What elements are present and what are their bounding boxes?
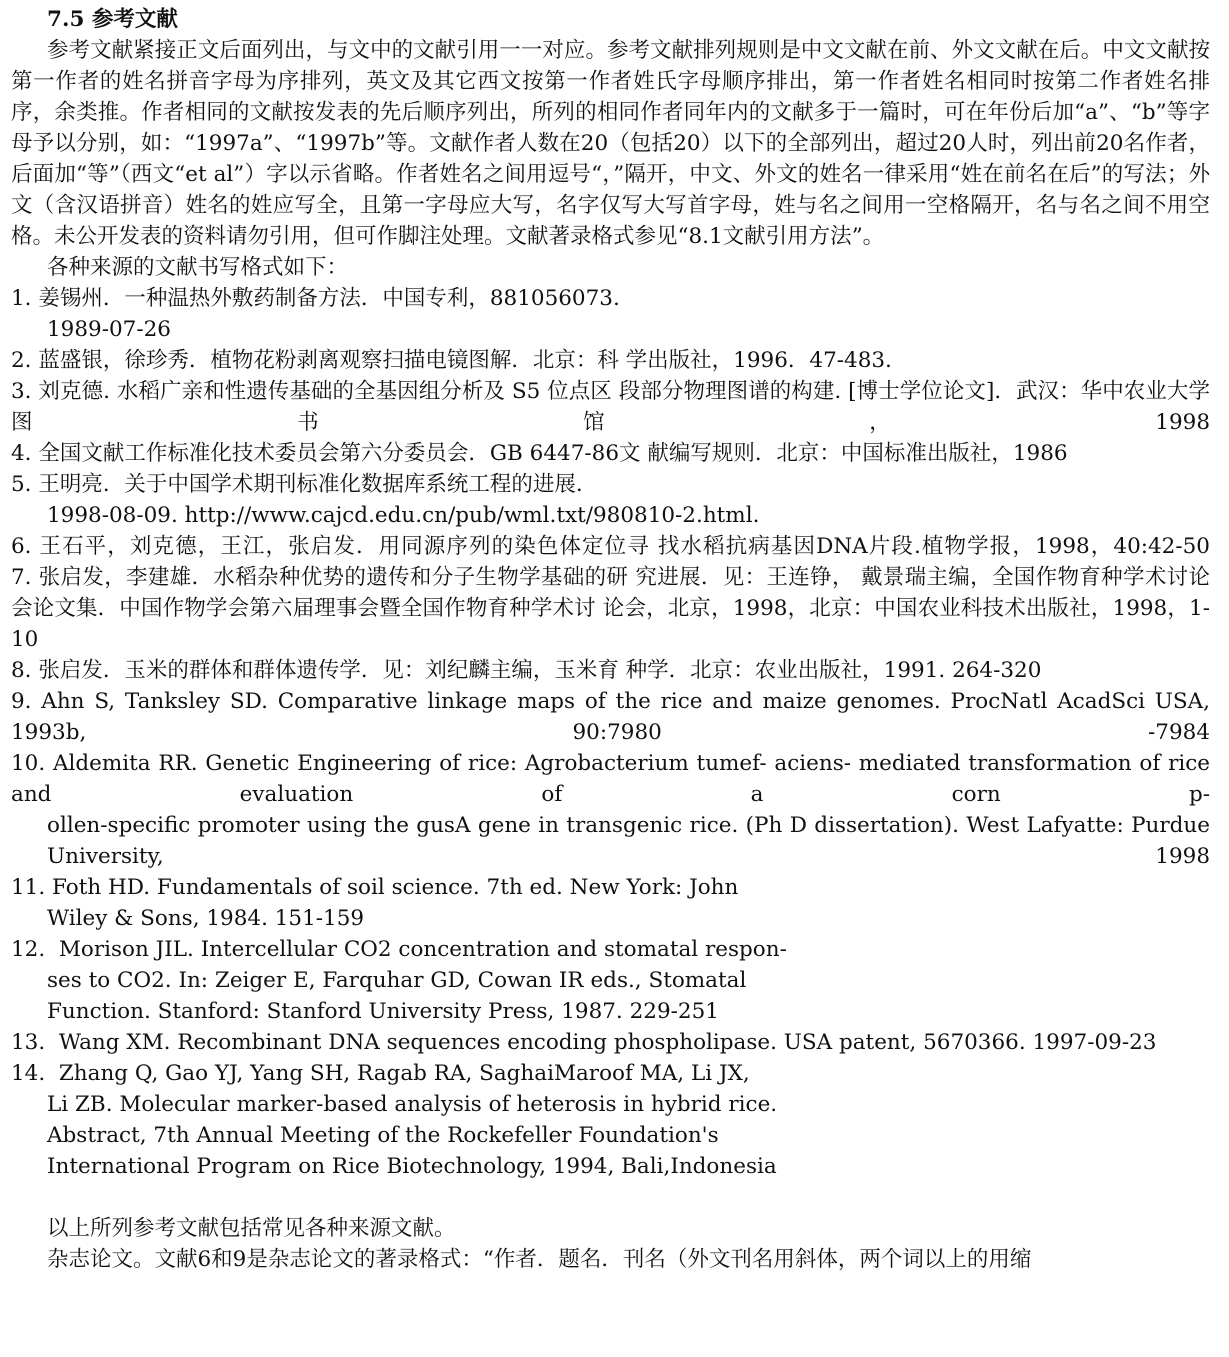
reference-2: 2. 蓝盛银，徐珍秀．植物花粉剥离观察扫描电镜图解．北京：科 学出版社，1996．47-483.	[11, 348, 892, 373]
reference-3: 3. 刘克德. 水稻广亲和性遗传基础的全基因组分析及 S5 位点区 段部分物理图谱的构建. [博士学位论文]．武汉：华中农业大学 图书馆，1998	[11, 379, 1210, 435]
reference-12-cont-2: Function. Stanford: Stanford University Press, 1987. 229-251	[47, 999, 719, 1024]
reference-4: 4. 全国文献工作标准化技术委员会第六分委员会．GB 6447-86文 献编写规则．北京：中国标准出版社，1986	[11, 441, 1068, 466]
reference-14-cont-1: Li ZB. Molecular marker-based analysis of heterosis in hybrid rice.	[47, 1092, 778, 1117]
reference-13: 13. Wang XM. Recombinant DNA sequences encoding phospholipase. USA patent, 5670366. 1997-09-23	[11, 1030, 1157, 1055]
reference-5: 5. 王明亮．关于中国学术期刊标准化数据库系统工程的进展.	[11, 472, 583, 497]
summary-line: 以上所列参考文献包括常见各种来源文献。	[47, 1216, 456, 1241]
reference-8: 8. 张启发．玉米的群体和群体遗传学．见：刘纪麟主编，玉米育 种学．北京：农业出版社，1991. 264-320	[11, 658, 1042, 683]
reference-11-cont: Wiley & Sons, 1984. 151-159	[47, 906, 365, 931]
reference-10-cont: ollen-specific promoter using the gusA gene in transgenic rice. (Ph D dissertation). West Lafyatte: Purdue University, 1998	[47, 813, 1210, 869]
reference-10: 10. Aldemita RR. Genetic Engineering of rice: Agrobacterium tumef- aciens- mediated transformation of rice and evaluation of a corn p-	[11, 751, 1210, 807]
reference-14-cont-2: Abstract, 7th Annual Meeting of the Rockefeller Foundation's	[47, 1123, 719, 1148]
reference-11: 11. Foth HD. Fundamentals of soil science. 7th ed. New York: John	[11, 875, 739, 900]
reference-9: 9. Ahn S, Tanksley SD. Comparative linkage maps of the rice and maize genomes. ProcNatl AcadSci USA, 1993b, 90:7980 -7984	[11, 689, 1210, 745]
journal-line: 杂志论文。文献6和9是杂志论文的著录格式：“作者．题名．刊名（外文刊名用斜体，两个词以上的用缩	[47, 1247, 1032, 1272]
blank-line	[11, 1182, 1210, 1213]
formats-heading: 各种来源的文献书写格式如下：	[47, 255, 349, 280]
section-title: 7.5 参考文献	[47, 7, 178, 32]
reference-6: 6. 王石平，刘克德，王江，张启发．用同源序列的染色体定位寻 找水稻抗病基因DNA片段.植物学报，1998，40:42-50	[11, 534, 1210, 559]
reference-1-cont: 1989-07-26	[47, 317, 171, 342]
reference-12-cont-1: ses to CO2. In: Zeiger E, Farquhar GD, Cowan IR eds., Stomatal	[47, 968, 747, 993]
reference-14: 14. Zhang Q, Gao YJ, Yang SH, Ragab RA, SaghaiMaroof MA, Li JX,	[11, 1061, 750, 1086]
reference-5-cont: 1998-08-09. http://www.cajcd.edu.cn/pub/wml.txt/980810-2.html.	[47, 503, 760, 528]
reference-7: 7. 张启发，李建雄．水稻杂种优势的遗传和分子生物学基础的研 究进展．见：王连铮， 戴景瑞主编，全国作物育种学术讨论 会论文集．中国作物学会第六届理事会暨全国作物育种学术讨 论会，北京，1998，北京：中国农业科技术出版社，1998，1-10	[11, 565, 1210, 652]
reference-12: 12. Morison JIL. Intercellular CO2 concentration and stomatal respon-	[11, 937, 787, 962]
reference-list	[11, 283, 1210, 1182]
reference-1: 1. 姜锡州．一种温热外敷药制备方法．中国专利，881056073.	[11, 286, 620, 311]
reference-14-cont-3: International Program on Rice Biotechnology, 1994, Bali,Indonesia	[47, 1154, 777, 1179]
intro-paragraph: 参考文献紧接正文后面列出，与文中的文献引用一一对应。参考文献排列规则是中文文献在前、外文文献在后。中文文献按第一作者的姓名拼音字母为序排列，英文及其它西文按第一作者姓氏字母顺序排出，第一作者姓名相同时按第二作者姓名排序，余类推。作者相同的文献按发表的先后顺序列出，所列的相同作者同年内的文献多于一篇时，可在年份后加“a”、“b”等字母予以分别，如：“1997a”、“1997b”等。文献作者人数在20（包括20）以下的全部列出，超过20人时，列出前20名作者，后面加“等”（西文“et al”）字以示省略。作者姓名之间用逗号“，”隔开，中文、外文的姓名一律采用“姓在前名在后”的写法；外文（含汉语拼音）姓名的姓应写全，且第一字母应大写，名字仅写大写首字母，姓与名之间用一空格隔开，名与名之间不用空格。未公开发表的资料请勿引用，但可作脚注处理。文献著录格式参见“8.1文献引用方法”。	[11, 38, 1210, 249]
